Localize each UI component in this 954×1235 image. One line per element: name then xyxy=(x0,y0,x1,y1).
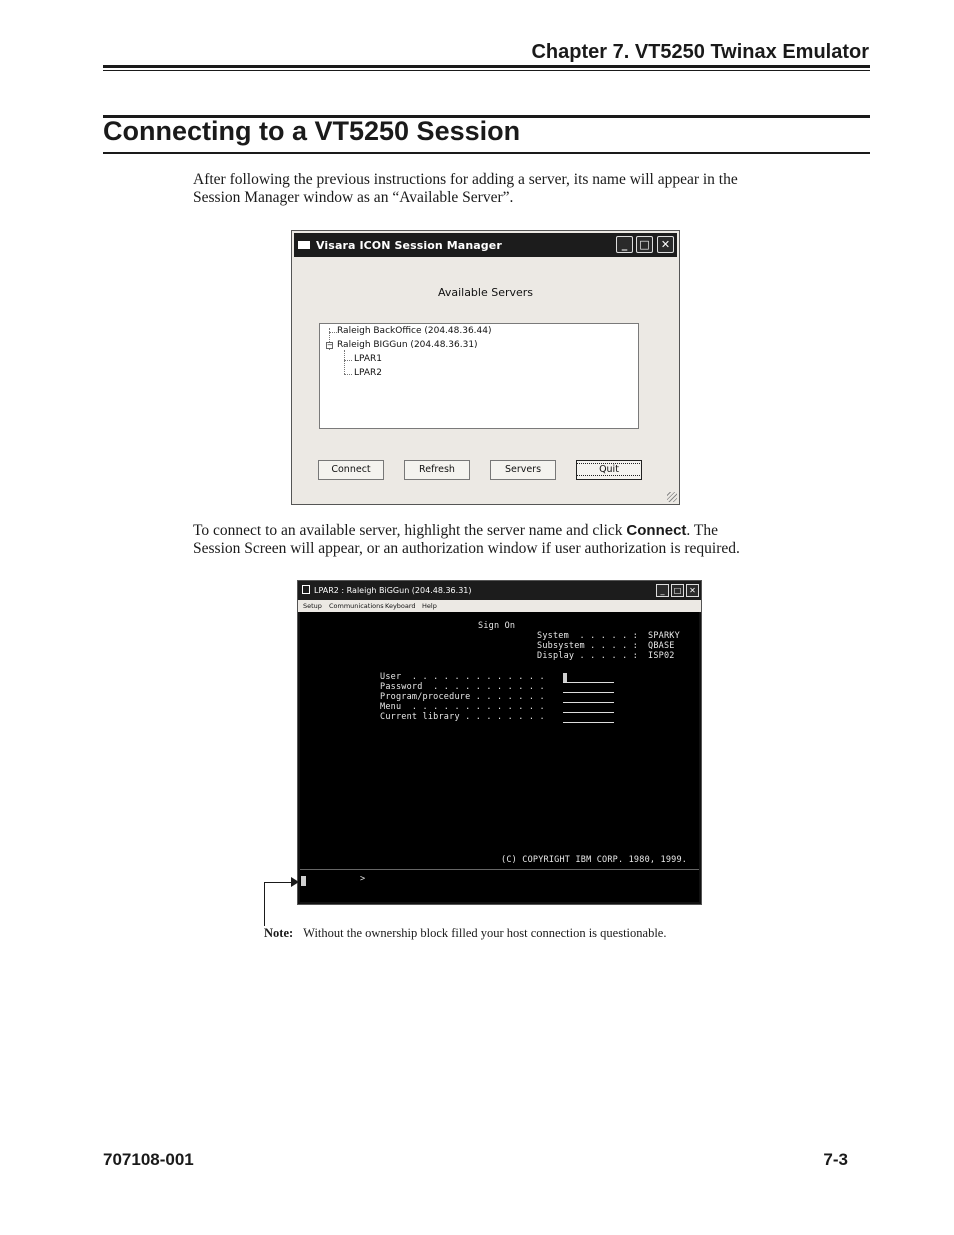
tree-item-lpar1[interactable]: LPAR1 xyxy=(354,354,383,364)
intro-line-2: Session Manager window as an “Available Server”. xyxy=(193,189,514,206)
session-manager-title: Visara ICON Session Manager xyxy=(316,239,502,252)
program-field[interactable] xyxy=(563,702,614,703)
ownership-block xyxy=(301,876,306,886)
terminal-titlebar[interactable] xyxy=(298,581,701,600)
status-indicator: > xyxy=(360,874,366,884)
maximize-icon[interactable]: □ xyxy=(671,584,684,597)
terminal-menubar xyxy=(298,600,701,612)
tree-item-lpar2[interactable]: LPAR2 xyxy=(354,368,383,378)
note-arrow-icon xyxy=(291,877,299,887)
close-icon[interactable]: ✕ xyxy=(657,236,674,253)
tree-line xyxy=(329,332,337,333)
copyright-line: (C) COPYRIGHT IBM CORP. 1980, 1999. xyxy=(501,855,688,865)
doc-number: 707108-001 xyxy=(103,1150,194,1169)
minimize-icon[interactable]: _ xyxy=(616,236,633,253)
header-rule-thick xyxy=(103,65,870,68)
session-manager-window xyxy=(291,230,680,505)
menu-setup[interactable]: Setup xyxy=(303,602,322,610)
password-label: Password . . . . . . . . . . . xyxy=(380,682,545,692)
text-cursor xyxy=(563,673,567,682)
connect-paragraph xyxy=(193,522,793,558)
display-value: ISP02 xyxy=(648,651,675,661)
terminal-window xyxy=(297,580,702,905)
tree-line xyxy=(344,360,352,361)
intro-paragraph xyxy=(193,171,793,207)
server-tree[interactable] xyxy=(319,323,639,429)
menu-field[interactable] xyxy=(563,712,614,713)
session-manager-titlebar[interactable] xyxy=(294,233,677,257)
note-label: Note: xyxy=(264,926,294,940)
user-label: User . . . . . . . . . . . . . xyxy=(380,672,545,682)
collapse-icon[interactable]: − xyxy=(327,341,333,349)
refresh-button[interactable]: Refresh xyxy=(404,460,470,480)
subsystem-value: QBASE xyxy=(648,641,675,651)
system-value: SPARKY xyxy=(648,631,680,641)
note-pointer-line-vertical xyxy=(264,883,265,926)
maximize-icon[interactable]: □ xyxy=(636,236,653,253)
terminal-screen[interactable] xyxy=(300,612,699,902)
connect-line-1-text: To connect to an available server, highlight the server name and click xyxy=(193,522,627,539)
title-rule-bottom xyxy=(103,152,870,154)
note xyxy=(264,926,666,941)
note-text: Without the ownership block filled your host connection is questionable. xyxy=(303,926,667,940)
note-pointer-line xyxy=(264,882,292,883)
minimize-icon[interactable]: _ xyxy=(656,584,669,597)
available-servers-heading: Available Servers xyxy=(437,286,534,299)
section-title: Connecting to a VT5250 Session xyxy=(103,116,521,146)
menu-communications[interactable]: Communications xyxy=(329,602,384,610)
servers-button[interactable]: Servers xyxy=(490,460,556,480)
header-rule-thin xyxy=(103,70,870,71)
connect-button[interactable]: Connect xyxy=(318,460,384,480)
connect-line-1-end: . The xyxy=(686,522,718,539)
menu-label: Menu . . . . . . . . . . . . . xyxy=(380,702,545,712)
menu-help[interactable]: Help xyxy=(422,602,437,610)
tree-line xyxy=(344,350,345,374)
connect-line-1 xyxy=(193,522,793,540)
close-icon[interactable]: ✕ xyxy=(686,584,699,597)
system-label: System . . . . . : xyxy=(537,631,639,641)
password-field[interactable] xyxy=(563,692,614,693)
intro-line-1: After following the previous instructions for adding a server, its name will appear in the xyxy=(193,171,738,188)
quit-button-label: Quit xyxy=(577,464,641,475)
page-number: 7-3 xyxy=(823,1150,848,1169)
signon-title: Sign On xyxy=(478,621,516,631)
tree-line xyxy=(344,374,352,375)
chapter-header: Chapter 7. VT5250 Twinax Emulator xyxy=(531,41,869,63)
tree-item-raleigh-biggun[interactable]: Raleigh BIGGun (204.48.36.31) xyxy=(337,340,478,350)
menu-keyboard[interactable]: Keyboard xyxy=(385,602,416,610)
display-label: Display . . . . . : xyxy=(537,651,639,661)
quit-button[interactable] xyxy=(576,460,642,480)
subsystem-label: Subsystem . . . . : xyxy=(537,641,639,651)
window-app-icon xyxy=(298,241,310,249)
tree-item-raleigh-backoffice[interactable]: Raleigh BackOffice (204.48.36.44) xyxy=(337,326,492,336)
program-label: Program/procedure . . . . . . . xyxy=(380,692,545,702)
resize-grip[interactable] xyxy=(667,492,677,502)
status-divider xyxy=(300,869,699,870)
library-label: Current library . . . . . . . . xyxy=(380,712,545,722)
connect-line-2: Session Screen will appear, or an authorization window if user authorization is required. xyxy=(193,540,740,557)
terminal-title: LPAR2 : Raleigh BiGGun (204.48.36.31) xyxy=(314,586,472,595)
library-field[interactable] xyxy=(563,722,614,723)
user-field[interactable] xyxy=(563,682,614,683)
terminal-app-icon xyxy=(302,585,310,594)
connect-keyword: Connect xyxy=(626,522,687,539)
